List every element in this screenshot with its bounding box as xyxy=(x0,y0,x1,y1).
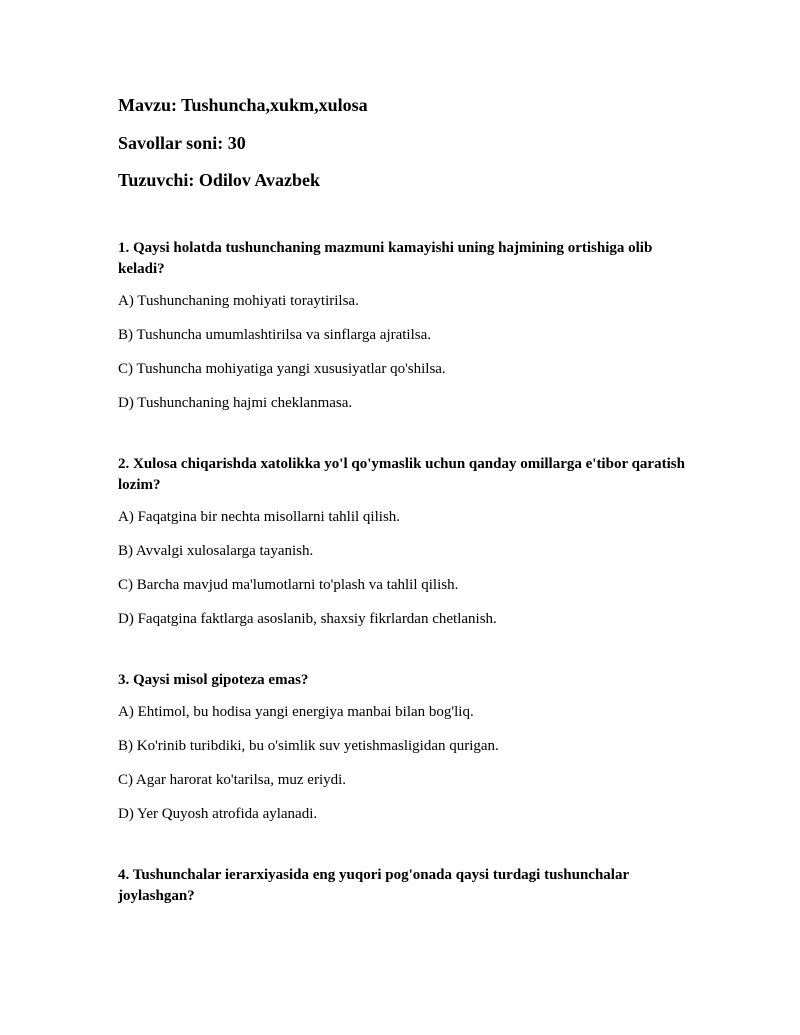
topic-heading: Mavzu: Tushuncha,xukm,xulosa xyxy=(118,95,368,115)
question-text: 4. Tushunchalar ierarxiyasida eng yuqori pog'onada qaysi turdagi tushunchalar joylashgan? xyxy=(118,867,629,904)
question-text: 2. Xulosa chiqarishda xatolikka yo'l qo'ymaslik uchun qanday omillarga e'tibor qaratish lozim? xyxy=(118,456,685,493)
question-2 xyxy=(118,454,688,628)
question-4 xyxy=(118,865,688,907)
answer-option-d: D) Yer Quyosh atrofida aylanadi. xyxy=(118,806,318,822)
answer-option-a: A) Ehtimol, bu hodisa yangi energiya manbai bilan bog'liq. xyxy=(118,704,474,720)
question-list xyxy=(118,238,688,949)
answer-option-c: C) Tushuncha mohiyatiga yangi xususiyatlar qo'shilsa. xyxy=(118,361,446,377)
answer-option-d: D) Faqatgina faktlarga asoslanib, shaxsiy fikrlardan chetlanish. xyxy=(118,611,497,627)
author-heading: Tuzuvchi: Odilov Avazbek xyxy=(118,170,321,190)
answer-option-c: C) Agar harorat ko'tarilsa, muz eriydi. xyxy=(118,772,347,788)
answer-option-b: B) Tushuncha umumlashtirilsa va sinflarga ajratilsa. xyxy=(118,327,432,343)
answer-option-c: C) Barcha mavjud ma'lumotlarni to'plash va tahlil qilish. xyxy=(118,577,459,593)
document-header xyxy=(118,94,368,207)
question-text: 3. Qaysi misol gipoteza emas? xyxy=(118,672,309,688)
answer-option-d: D) Tushunchaning hajmi cheklanmasa. xyxy=(118,395,353,411)
answer-option-a: A) Tushunchaning mohiyati toraytirilsa. xyxy=(118,293,359,309)
question-3 xyxy=(118,670,688,823)
answer-option-a: A) Faqatgina bir nechta misollarni tahlil qilish. xyxy=(118,509,401,525)
answer-option-b: B) Ko'rinib turibdiki, bu o'simlik suv yetishmasligidan qurigan. xyxy=(118,738,499,754)
answer-option-b: B) Avvalgi xulosalarga tayanish. xyxy=(118,543,314,559)
question-1 xyxy=(118,238,688,412)
question-text: 1. Qaysi holatda tushunchaning mazmuni kamayishi uning hajmining ortishiga olib keladi? xyxy=(118,240,653,277)
question-count-heading: Savollar soni: 30 xyxy=(118,132,246,153)
